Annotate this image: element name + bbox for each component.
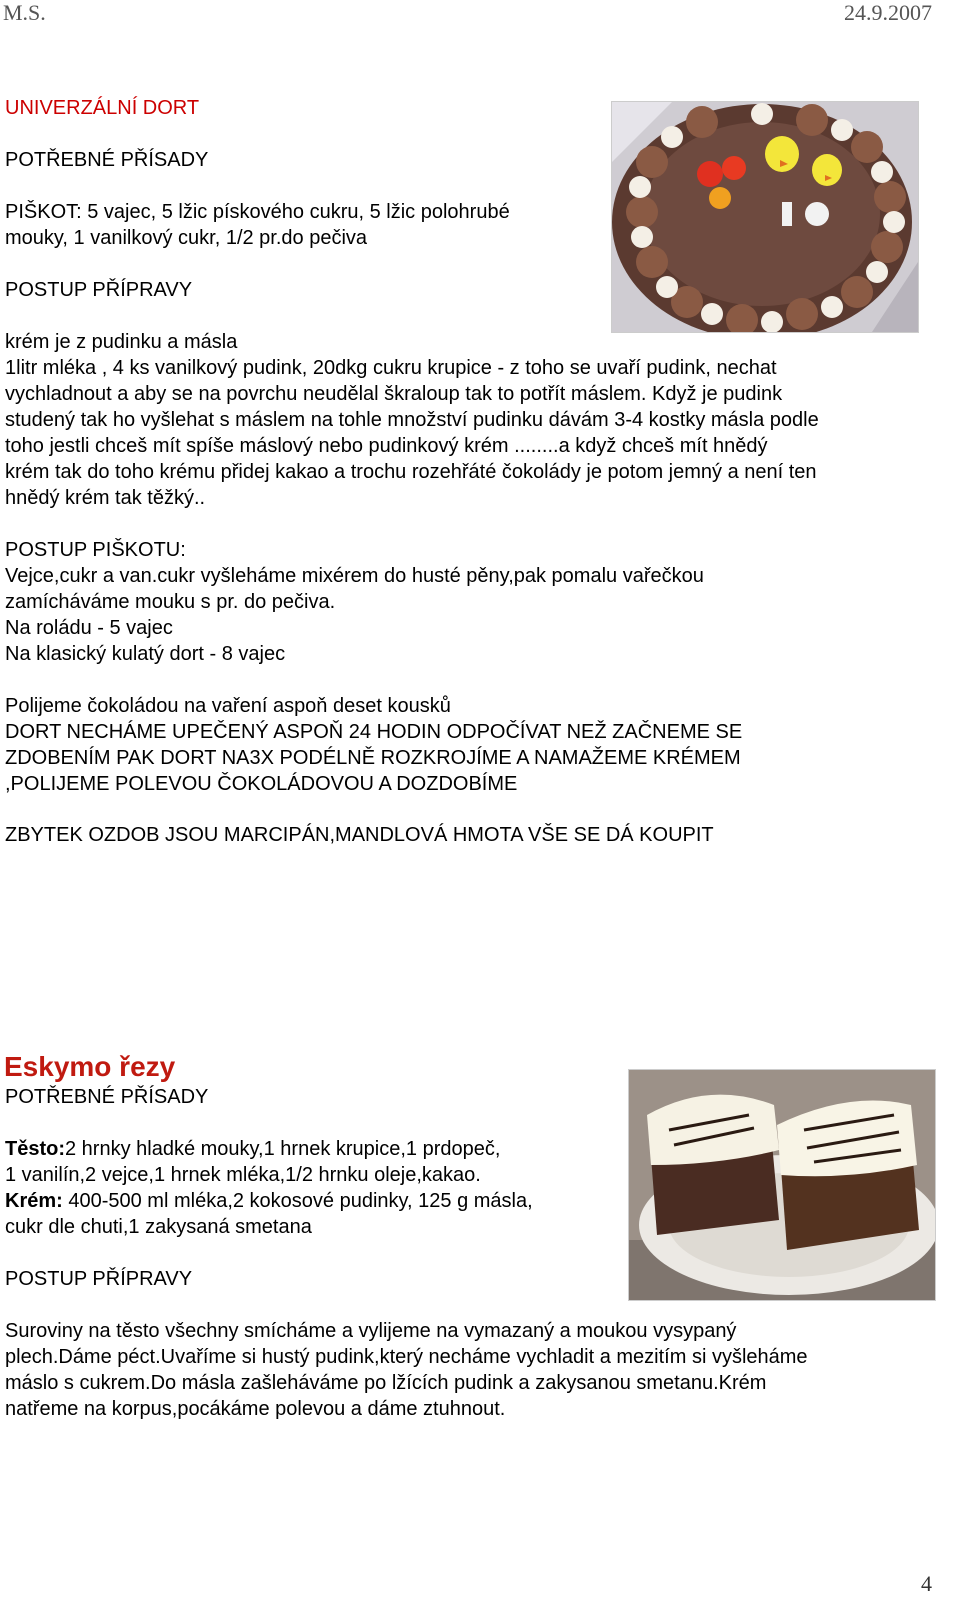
finish-line: ZDOBENÍM PAK DORT NA3X PODÉLNĚ ROZKROJÍME A NAMAŽEME KRÉMEM [5, 747, 741, 769]
page-number: 4 [921, 1571, 932, 1596]
header-date: 24.9.2007 [844, 0, 932, 25]
piskot-label: PIŠKOT [5, 201, 77, 223]
recipe1-piskot-line1 [5, 199, 510, 225]
method-line: studený tak ho vyšlehat s máslem na tohle množství pudinku dávám 3-4 kostky másla podle [5, 409, 819, 431]
method-line: plech.Dáme péct.Uvaříme si hustý pudink,který necháme vychladit a mezitím si vyšleháme [5, 1346, 808, 1368]
method-line: natřeme na korpus,pocákáme polevou a dáme ztuhnout. [5, 1398, 506, 1420]
method-line: vychladnout a aby se na povrchu neudělal škraloup tak to potřít máslem. Když je pudink [5, 383, 783, 405]
recipe2-testo-line2: 1 vanilín,2 vejce,1 hrnek mléka,1/2 hrnku oleje,kakao. [5, 1164, 481, 1186]
recipe2-method-heading: POSTUP PŘÍPRAVY [5, 1268, 193, 1290]
eskymo-photo [628, 1069, 936, 1301]
header-author: M.S. [3, 0, 46, 25]
recipe1-ingredients-heading: POTŘEBNÉ PŘÍSADY [5, 149, 209, 171]
recipe2-testo-line1 [5, 1136, 500, 1162]
testo-label: Těsto: [5, 1138, 65, 1160]
recipe1-note: ZBYTEK OZDOB JSOU MARCIPÁN,MANDLOVÁ HMOTA VŠE SE DÁ KOUPIT [5, 824, 714, 846]
method-line: máslo s cukrem.Do másla zašleháváme po lžících pudink a zakysanou smetanu.Krém [5, 1372, 767, 1394]
method-line: krém je z pudinku a másla [5, 331, 238, 353]
sponge-line: zamícháváme mouku s pr. do pečiva. [5, 591, 336, 613]
sponge-heading: POSTUP PIŠKOTU: [5, 539, 186, 561]
finish-line: ,POLIJEME POLEVOU ČOKOLÁDOVOU A DOZDOBÍME [5, 773, 518, 795]
method-line: krém tak do toho krému přidej kakao a trochu rozehřáté čokolády je potom jemný a není ten [5, 461, 817, 483]
cake-illustration [612, 102, 918, 332]
recipe2-title: Eskymo řezy [4, 1051, 176, 1082]
krem-label: Krém: [5, 1190, 63, 1212]
finish-line: DORT NECHÁME UPEČENÝ ASPOŇ 24 HODIN ODPOČÍVAT NEŽ ZAČNEME SE [5, 721, 743, 743]
method-line: hnědý krém tak těžký.. [5, 487, 206, 509]
cake-photo [611, 101, 919, 333]
krem-text: 400-500 ml mléka,2 kokosové pudinky, 125 g másla, [62, 1190, 533, 1212]
recipe2-ingredients-heading: POTŘEBNÉ PŘÍSADY [5, 1086, 209, 1108]
sponge-line: Na roládu - 5 vajec [5, 617, 173, 639]
recipe1-title: UNIVERZÁLNÍ DORT [5, 97, 200, 119]
method-line: 1litr mléka , 4 ks vanilkový pudink, 20dkg cukru krupice - z toho se uvaří pudink, nechat [5, 357, 777, 379]
recipe2-krem-line1 [5, 1188, 533, 1214]
method-line: Suroviny na těsto všechny smícháme a vylijeme na vymazaný a moukou vysypaný [5, 1320, 737, 1342]
eskymo-illustration [629, 1070, 935, 1300]
testo-text: 2 hrnky hladké mouky,1 hrnek krupice,1 prdopeč, [65, 1138, 501, 1160]
method-line: toho jestli chceš mít spíše máslový nebo pudinkový krém ........a když chceš mít hnědý [5, 435, 768, 457]
recipe2-krem-line2: cukr dle chuti,1 zakysaná smetana [5, 1216, 312, 1238]
sponge-line: Na klasický kulatý dort - 8 vajec [5, 643, 286, 665]
recipe1-method-heading: POSTUP PŘÍPRAVY [5, 279, 193, 301]
recipe1-piskot-line2: mouky, 1 vanilkový cukr, 1/2 pr.do pečiva [5, 227, 368, 249]
sponge-line: Vejce,cukr a van.cukr vyšleháme mixérem do husté pěny,pak pomalu vařečkou [5, 565, 704, 587]
piskot-text: : 5 vajec, 5 lžic pískového cukru, 5 lžic polohrubé [76, 201, 510, 223]
finish-line: Polijeme čokoládou na vaření aspoň deset kousků [5, 695, 451, 717]
